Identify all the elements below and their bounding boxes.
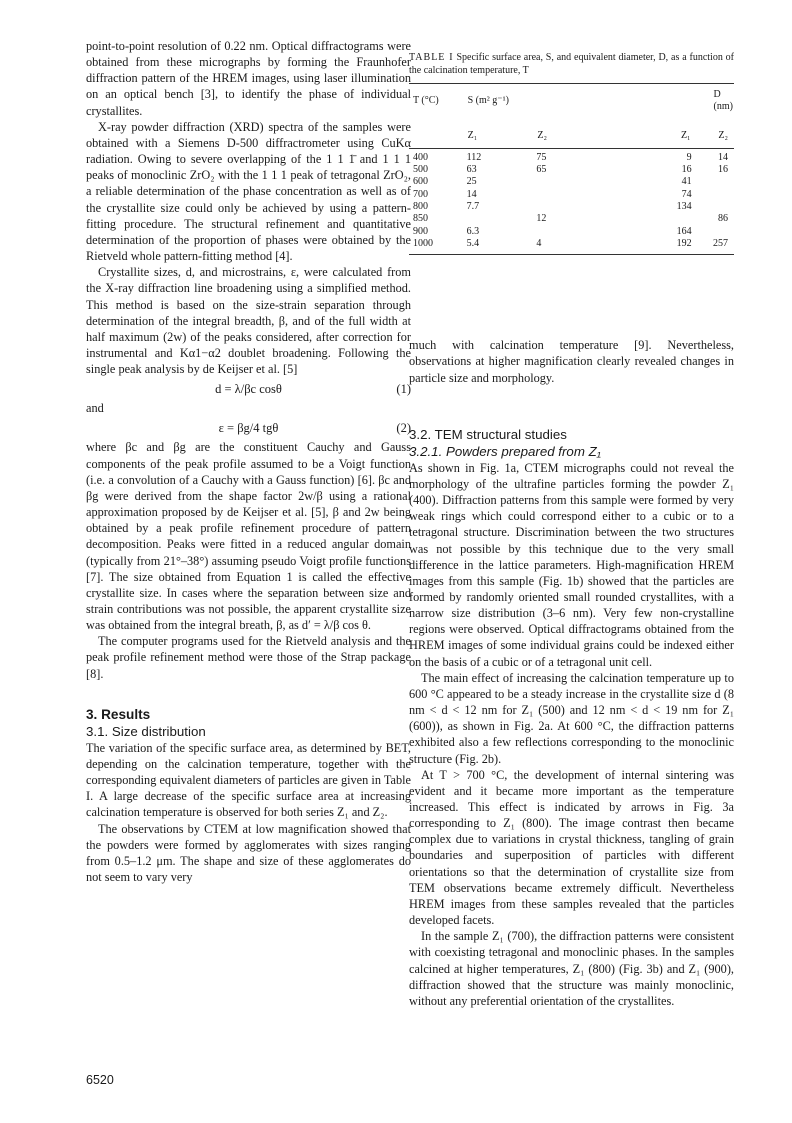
table-cell: 5.4 [467,238,537,255]
table-cell: 86 [718,213,728,225]
table-cell: 16 [718,164,728,176]
paragraph: The observations by CTEM at low magnification showed that the powders were formed by agglomerates with sizes ranging from 0.5–1.2 μm. The shape and size of these agglomerates do not seem to vary very [86,821,411,885]
table-cell: 9 [686,151,692,163]
table-cell: 257 [692,238,734,255]
table-row [409,201,734,213]
data-table [409,83,734,255]
table-cell [618,213,692,225]
table-row [409,226,734,238]
table-label: TABLE I [409,52,454,63]
left-column [86,38,411,885]
table-cell: 1000 [409,238,467,255]
table-cell: 500 [413,164,428,176]
table-cell: 112 [466,151,482,163]
equation-2-formula: ε = βg/4 tgθ [218,420,279,435]
table-cell: 164 [676,225,692,237]
paragraph: At T > 700 °C, the development of internal sintering was evident and it became more important as the temperature increased. This effect is indicated by arrows in Fig. 3a corresponding to Z₁ (800). The image contrast then became complex due to variations in crystal thickness, tangling of grain boundaries and superposition of particles with different orientations so that the determination of crystallite size from TEM observations became extremely difficult. Nevertheless HREM images from these samples revealed that the particles developed facets. [409,767,734,928]
subheader: Z₁ [467,120,537,149]
table-caption-text: Specific surface area, S, and equivalent diameter, D, as a function of the calcination temperature, T [409,52,735,76]
table-cell: 7.7 [466,201,480,213]
table-cell: 700 [413,188,428,200]
table-cell [467,213,537,225]
table-cell [536,226,617,238]
equation-1-number: (1) [396,381,411,396]
table-cell [692,226,734,238]
subsection-heading: 3.2. TEM structural studies [409,426,567,442]
subheader: Z₁ [618,120,692,149]
table-cell: 14 [718,151,728,163]
table-cell: 12 [536,213,547,225]
paragraph: The computer programs used for the Rietveld analysis and the peak profile refinement method were those of the Strap package [8]. [86,634,411,681]
table-row [409,213,734,225]
equation-2 [86,416,411,439]
table-cell [536,201,617,213]
paragraph: As shown in Fig. 1a, CTEM micrographs could not reveal the morphology of the ultrafine particles forming the powder Z₁ (400). Diffraction patterns from this sample were formed by very weak rings which could correspond either to a cubic or to a tetragonal structure. Discrimination between the two structures was not possible by this technique due to the very small difference in the lattice parameters. High-magnification HREM images from this sample (Fig. 1b) showed that the particles are formed by randomly oriented small rounded crystallites, with a narrow size distribution (3–6 nm). Very few non-crystalline regions were observed. Optical diffractograms obtained from the HREM images of some individual grains could be indexed either on the basis of a cubic or of a tetragonal unit cell. [409,460,734,669]
table-cell: 192 [618,238,692,255]
table-row [409,176,734,188]
table-row [409,164,734,176]
table-cell [692,201,734,213]
table-cell: 25 [466,176,477,188]
table-cell: 75 [536,151,547,163]
paragraph: and [86,401,104,416]
column-header-temperature: T (°C) [409,84,467,120]
table-row [409,238,734,255]
equation-2-number: (2) [396,420,411,435]
table-row [409,189,734,201]
subheader: Z₂ [536,120,617,149]
table-cell: 14 [466,188,477,200]
paragraph: much with calcination temperature [9]. Nevertheless, observations at higher magnification clearly revealed changes in particle size and morphology. [409,338,734,385]
table-cell: 600 [413,176,428,188]
table-cell [692,176,734,188]
column-header-surface-area: S (m² g⁻¹) [467,84,618,120]
table-caption [409,52,734,77]
paragraph: In the sample Z₁ (700), the diffraction patterns were consistent with coexisting tetragonal and monoclinic phases. In the samples calcined at higher temperatures, Z₁ (800) (Fig. 3b) and Z₁ (900), diffraction showed that the structure was mainly monoclinic, without any preferential orientation of the crystallites. [409,929,734,1008]
table-cell: 850 [413,213,428,225]
right-column [409,38,734,1009]
equation-1 [86,377,411,400]
paragraph: Crystallite sizes, d, and microstrains, ε, were calculated from the X-ray diffraction line broadening using a simplified method. This method is based on the size-strain separation through determination of the integral breadth, β, and of the full width at half maximum (2w) of the peaks considered, after correction for instrumental and Kα1−α2 doublet broadening. Following the single peak analysis by de Keijser et al. [5] [86,265,411,377]
table-cell [536,189,617,201]
paragraph: X-ray powder diffraction (XRD) spectra of the samples were obtained with a Siemens D-500 diffractrometer using CuKα radiation. Owing to severe overlapping of the 1 1 1̄ and 1 1 1 peaks of monoclinic ZrO₂ with the 1 1 1 peak of tetragonal ZrO₂, a reliable determination of the phase concentration as well as of the crystallite size could only be achieved by using a pattern-fitting procedure. The structural refinement and quantitative determination of the proportion of phases were obtained by the Rietveld whole pattern-fitting method [4]. [86,119,411,264]
paragraph: where βc and βg are the constituent Cauchy and Gauss components of the peak profile assumed to be a Voigt function (i.e. a convolution of a Cauchy with a Gauss function) [6]. βc and βg were derived from the shape factor 2w/β using a rational approximation proposed by de Keijser et al. [5], β and 2w being obtained by a peak profile refinement procedure of pattern decomposition. Peaks were fitted in a reduced angular domain (typically from 21°–38°) assuming pseudo Voigt profile functions [7]. The size obtained from Equation 1 is called the effective crystallite size. In cases where the separation between size and strain contributions was not possible, the apparent crystallite size was obtained from the integral breath, β, as d′ = λ/β cos θ. [86,440,411,633]
page-number: 6520 [86,1073,114,1087]
paragraph: point-to-point resolution of 0.22 nm. Optical diffractograms were obtained from these micrographs by forming the Fraunhofer diffraction pattern of the HREM images, using laser illumination on an optical bench [3], to identify the phase of individual crystallites. [86,39,411,118]
table-cell [536,176,617,188]
subsubsection-heading: 3.2.1. Powders prepared from Z₁ [409,443,601,459]
subsection-heading: 3.1. Size distribution [86,723,206,739]
section-heading: 3. Results [86,706,151,722]
equation-1-formula: d = λ/βc cosθ [215,381,282,396]
table-row [409,148,734,164]
table-cell: 800 [413,201,428,213]
paragraph: The main effect of increasing the calcination temperature up to 600 °C appeared to be a steady increase in the crystallite size d (8 nm < d < 12 nm for Z₁ (500) and 12 nm < d < 19 nm for Z₁ (600)), as shown in Fig. 2a. At 600 °C, the diffraction patterns exhibited also a few reflections corresponding to the monoclinic structure (Fig. 2b). [409,670,734,766]
table-cell: 74 [681,188,692,200]
paragraph: The variation of the specific surface area, as determined by BET, depending on the calcination temperature, together with the corresponding equivalent diameters of particles are given in Table I. A large decrease of the specific surface area at increasing calcination temperature is observed for both series Z₁ and Z₂. [86,740,411,820]
subheader: Z₂ [692,120,734,149]
table-cell: 134 [676,201,692,213]
table-cell: 63 [466,164,477,176]
table-cell [692,189,734,201]
table-cell: 41 [681,176,692,188]
table-cell: 6.3 [466,225,480,237]
column-header-diameter: D (nm) [618,84,734,120]
table-cell: 16 [681,164,692,176]
table-cell: 65 [536,164,547,176]
table-cell: 400 [413,151,428,163]
table-cell: 4 [536,238,617,255]
table-cell: 900 [413,225,428,237]
table-body [409,148,734,254]
